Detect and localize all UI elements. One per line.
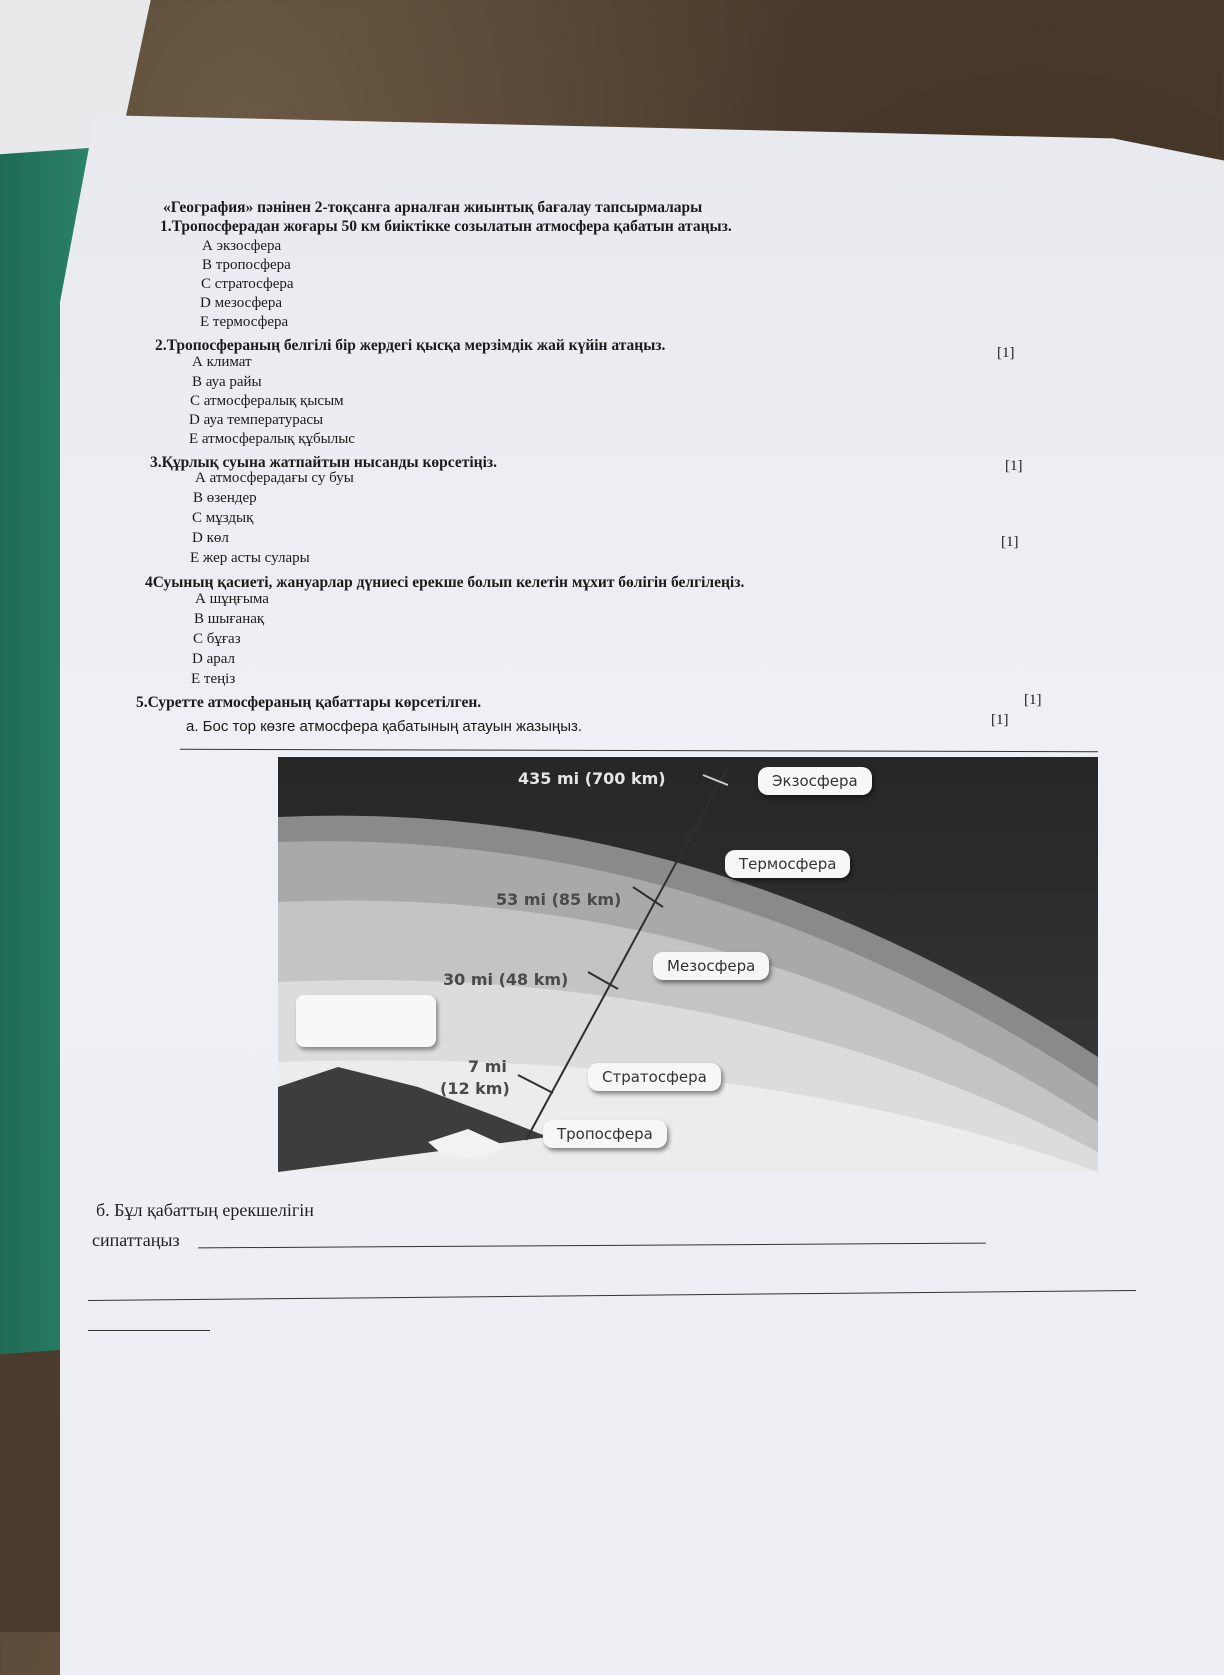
question-3: 3.Құрлық суына жатпайтын нысанды көрсетіңіз. [150, 454, 497, 471]
q3-option-b: В өзендер [193, 490, 257, 506]
q4-option-a: А шұңғыма [195, 591, 269, 607]
q4-option-e: Е теңіз [191, 671, 236, 687]
q5a-instruction: а. Бос тор көзге атмосфера қабатының атауын жазыңыз. [186, 718, 583, 735]
layer-label-troposphere: Тропосфера [543, 1120, 667, 1148]
answer-line-2[interactable] [88, 1290, 1136, 1301]
answer-blank-box[interactable] [296, 995, 436, 1047]
altitude-label-85km: 53 mi (85 km) [496, 890, 622, 909]
q2-option-c: С атмосфералық қысым [190, 393, 344, 409]
question-4: 4Суының қасиеті, жануарлар дүниесі ерекше болып келетін мұхит бөлігін белгілеңіз. [145, 574, 745, 591]
q1-option-a: А экзосфера [202, 238, 282, 254]
altitude-label-48km: 30 mi (48 km) [443, 970, 569, 989]
q1-option-d: D мезосфера [200, 295, 283, 311]
q2-option-a: А климат [192, 354, 252, 370]
layer-label-exosphere: Экзосфера [758, 767, 872, 795]
q2-score: [1] [997, 345, 1015, 361]
atmosphere-layers-figure [278, 757, 1098, 1172]
q2-option-e: Е атмосфералық құбылыс [189, 431, 355, 447]
q3-option-e: Е жер асты сулары [190, 550, 310, 566]
layer-label-thermosphere: Термосфера [725, 850, 850, 878]
q2-option-b: В ауа райы [192, 374, 262, 390]
layer-label-stratosphere: Стратосфера [588, 1063, 721, 1091]
q3-score: [1] [1005, 458, 1023, 474]
q1-option-e: Е термосфера [200, 314, 289, 330]
q3-option-d: D көл [192, 530, 229, 546]
q5b-line2: сипаттаңыз [92, 1230, 180, 1250]
q3-score-2: [1] [1001, 534, 1019, 550]
q5-score: [1] [1024, 692, 1042, 708]
q4-option-d: D арал [192, 651, 236, 667]
divider-line [180, 749, 1098, 752]
q2-option-d: D ауа температурасы [189, 412, 324, 428]
question-1: 1.Тропосферадан жоғары 50 км биіктікке созылатын атмосфера қабатын атаңыз. [160, 218, 732, 235]
altitude-label-12km: (12 km) [440, 1079, 510, 1098]
q5b-line1: б. Бұл қабаттың ерекшелігін [96, 1200, 314, 1220]
altitude-label-7mi: 7 mi [468, 1057, 507, 1076]
q1-option-c: С стратосфера [201, 276, 294, 292]
question-5: 5.Суретте атмосфераның қабаттары көрсетілген. [136, 694, 482, 711]
question-2: 2.Тропосфераның белгілі бір жердегі қысқа мерзімдік жай күйін атаңыз. [155, 337, 666, 354]
q4-option-c: С бұғаз [193, 631, 241, 647]
q5a-score: [1] [991, 712, 1009, 728]
worksheet-title: «География» пәнінен 2-тоқсанға арналған жиынтық бағалау тапсырмалары [163, 199, 703, 216]
answer-line-3[interactable] [88, 1330, 210, 1331]
q3-option-c: С мұздық [192, 510, 254, 526]
layer-label-mesosphere: Мезосфера [653, 952, 769, 980]
q3-option-a: А атмосферадағы су буы [195, 470, 354, 486]
altitude-label-exosphere: 435 mi (700 km) [518, 769, 666, 788]
q1-option-b: В тропосфера [202, 257, 291, 273]
q4-option-b: В шығанақ [194, 611, 265, 627]
answer-line-1[interactable] [198, 1243, 986, 1249]
